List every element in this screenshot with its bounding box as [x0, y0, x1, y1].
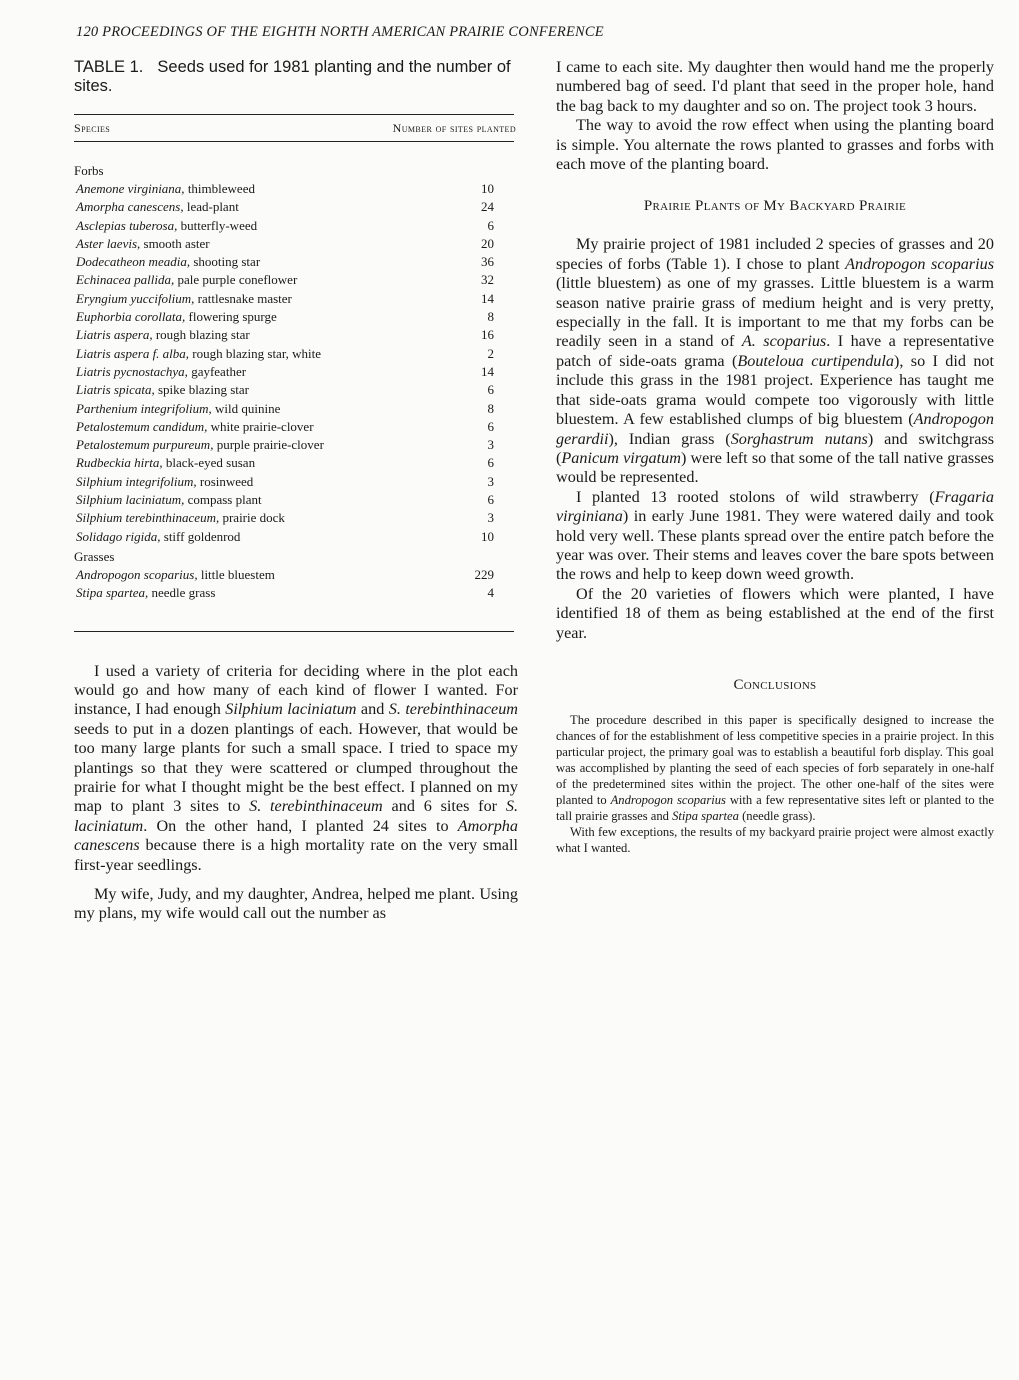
sites-count: 32 — [481, 272, 494, 288]
table-body — [74, 162, 518, 603]
species-name — [76, 271, 464, 289]
common-name: shooting star — [193, 254, 261, 270]
species-name — [76, 198, 464, 216]
table-row — [74, 528, 518, 546]
common-name: flowering spurge — [188, 309, 277, 325]
table-row — [74, 271, 518, 289]
latin-name: Liatris pycnostachya, — [76, 363, 188, 379]
sites-count: 36 — [481, 254, 494, 270]
species-name — [76, 217, 464, 235]
table-row — [74, 253, 518, 271]
table-header — [74, 115, 518, 141]
left-paragraph-criteria: I used a variety of criteria for deciding where in the plot each would go and how many of each kind of flower I wanted. For instance, I had enough Silphium laciniatum and S. terebinthinaceum seeds to put in a dozen plantings of each. However, that would be too many large plants for such a small space. I tried to space my plantings so that they were scattered or clumped throughout the prairie for what I thought might be the best effect. I planned on my map to plant 3 sites to S. terebinthinaceum and 6 sites for S. laciniatum. On the other hand, I planted 24 sites to Amorpha canescens because there is a high mortality rate on the very small first-year seedlings. — [74, 661, 518, 874]
latin-name: Petalostemum purpureum, — [76, 437, 214, 453]
species-name — [76, 454, 464, 472]
conclusions-body — [556, 712, 994, 856]
sites-count: 8 — [487, 400, 494, 416]
table-section-forbs: Forbs — [74, 163, 104, 178]
species-name — [76, 491, 464, 509]
column-header-species: Species — [74, 121, 111, 135]
sites-count: 10 — [481, 181, 494, 196]
conclusion-paragraph-procedure: The procedure described in this paper is specifically designed to increase the chances of for the establishment of less competitive species in a prairie project. In this particular project, the primary goal was to establish a beautiful forb display. This goal was accomplished by planting the seed of each species of forb separately in one-half of the predetermined sites within the project. The other one-half of the sites were planted to Andropogon scoparius with a few representative sites left or planted to the tall prairie grasses and Stipa spartea (needle grass). — [556, 712, 994, 823]
latin-name: Petalostemum candidum, — [76, 418, 208, 434]
species-name — [76, 180, 464, 198]
left-column — [74, 58, 518, 924]
table-caption — [74, 58, 518, 96]
right-paragraph-strawberry: I planted 13 rooted stolons of wild strawberry (Fragaria virginiana) in early June 1981. They were watered daily and took hold very well. These plants spread over the entire patch before the year was over. Their stems and leaves cover the bare spots between the rows and help to keep down weed growth. — [556, 487, 994, 584]
table-row — [74, 308, 518, 326]
table-row — [74, 584, 518, 602]
sites-count: 20 — [481, 235, 494, 251]
forbs-rows — [74, 180, 518, 546]
latin-name: Anemone virginiana, — [76, 181, 185, 196]
sites-count: 6 — [487, 418, 494, 434]
latin-name: Liatris spicata, — [76, 382, 155, 398]
sites-count: 14 — [481, 363, 494, 379]
latin-name: Euphorbia corollata, — [76, 309, 186, 325]
grasses-rows — [74, 566, 518, 603]
species-name — [76, 528, 464, 546]
latin-name: Liatris aspera f. alba, — [76, 345, 190, 361]
table-row — [74, 345, 518, 363]
sites-count: 3 — [487, 437, 494, 453]
latin-name: Asclepias tuberosa, — [76, 217, 178, 233]
latin-name: Eryngium yuccifolium, — [76, 290, 195, 306]
species-name — [76, 363, 464, 381]
table-row — [74, 400, 518, 418]
common-name: butterfly-weed — [180, 217, 258, 233]
sites-count: 6 — [487, 217, 494, 233]
common-name: thimbleweed — [187, 181, 255, 196]
table-row — [74, 217, 518, 235]
species-name — [76, 418, 464, 436]
right-paragraph-continued: I came to each site. My daughter then would hand me the properly numbered bag of seed. I'd plant that seed in the proper hole, hand the bag back to my daughter and so on. The project took 3 hours. — [556, 58, 994, 115]
sites-count: 24 — [481, 199, 494, 215]
right-paragraph-project: My prairie project of 1981 included 2 species of grasses and 20 species of forbs (Table 1). I chose to plant Andropogon scoparius (little bluestem) as one of my grasses. Little bluestem is a warm season native prairie grass of medium height and is very pretty, especially in the fall. It is important to me that my forbs can be readily seen in a stand of A. scoparius. I have a representative patch of side-oats grama (Bouteloua curtipendula), so I did not include this grass in the 1981 project. Experience has taught me that side-oats grama would compete too vigorously with little bluestem. A few established clumps of big bluestem (Andropogon gerardii), Indian grass (Sorghastrum nutans) and switchgrass (Panicum virgatum) were left so that some of the tall native grasses would be represented. — [556, 235, 995, 487]
common-name: stiff goldenrod — [163, 528, 241, 544]
common-name: needle grass — [151, 585, 216, 601]
latin-name: Amorpha canescens, — [76, 199, 184, 215]
table-caption-text: Seeds used for 1981 planting and the number of sites. — [74, 58, 511, 95]
common-name: rattlesnake master — [197, 290, 292, 306]
common-name: gayfeather — [191, 363, 247, 379]
table-row — [74, 418, 518, 436]
table-row — [74, 491, 518, 509]
sites-count: 229 — [474, 566, 494, 582]
common-name: lead-plant — [186, 199, 239, 215]
latin-name: Echinacea pallida, — [76, 272, 175, 288]
species-name — [76, 584, 464, 602]
table-row — [74, 290, 518, 308]
latin-name: Dodecatheon meadia, — [76, 254, 191, 270]
common-name: rosinweed — [199, 473, 254, 489]
table-row — [74, 454, 518, 472]
sites-count: 16 — [481, 327, 494, 343]
species-name — [76, 436, 464, 454]
right-paragraph-row-effect: The way to avoid the row effect when using the planting board is simple. You alternate the rows planted to grasses and forbs with each move of the planting board. — [556, 116, 994, 174]
sites-count: 6 — [487, 492, 494, 508]
species-name — [76, 308, 464, 326]
common-name: smooth aster — [143, 235, 210, 251]
column-header-sites: Number of sites planted — [392, 121, 516, 135]
species-name — [76, 381, 464, 399]
table-row — [74, 198, 518, 216]
sites-count: 3 — [487, 473, 494, 489]
latin-name: Aster laevis, — [76, 235, 141, 251]
species-name — [76, 345, 464, 363]
sites-count: 4 — [487, 585, 494, 601]
sites-count: 2 — [487, 345, 494, 361]
common-name: purple prairie-clover — [216, 437, 324, 453]
section-heading-conclusions: Conclusions — [733, 676, 817, 693]
species-name — [76, 235, 464, 253]
common-name: rough blazing star, white — [192, 345, 322, 361]
common-name: black-eyed susan — [165, 455, 256, 471]
species-name — [76, 253, 464, 271]
common-name: compass plant — [187, 492, 262, 508]
table-row — [74, 509, 518, 527]
species-name — [76, 290, 464, 308]
latin-name: Liatris aspera, — [76, 327, 153, 343]
common-name: white prairie-clover — [210, 418, 314, 434]
table-row — [74, 326, 518, 344]
latin-name: Silphium terebinthinaceum, — [76, 510, 220, 526]
species-name — [76, 400, 464, 418]
common-name: spike blazing star — [158, 382, 249, 398]
common-name: little bluestem — [200, 566, 275, 582]
common-name: pale purple coneflower — [177, 272, 298, 288]
latin-name: Parthenium integrifolium, — [76, 400, 212, 416]
species-name — [76, 509, 464, 527]
right-paragraph-flowers: Of the 20 varieties of flowers which were planted, I have identified 18 of them as being established at the end of the first year. — [556, 584, 994, 642]
sites-count: 14 — [481, 290, 494, 306]
table-section-grasses: Grasses — [74, 548, 115, 564]
latin-name: Silphium integrifolium, — [76, 473, 197, 489]
species-name — [76, 566, 464, 584]
species-name — [76, 473, 464, 491]
latin-name: Solidago rigida, — [76, 528, 161, 544]
sites-count: 6 — [487, 382, 494, 398]
table-row — [74, 180, 518, 198]
latin-name: Rudbeckia hirta, — [76, 455, 163, 471]
sites-count: 8 — [487, 309, 494, 325]
left-paragraph-helpers: My wife, Judy, and my daughter, Andrea, helped me plant. Using my plans, my wife would call out the number as — [74, 885, 518, 923]
table-row — [74, 436, 518, 454]
latin-name: Andropogon scoparius, — [76, 566, 198, 582]
section-heading-prairie-plants: Prairie Plants of My Backyard Prairie — [643, 198, 907, 215]
table-label: TABLE 1. — [74, 58, 144, 76]
table-row — [74, 566, 518, 584]
right-column — [556, 58, 994, 856]
table-row — [74, 381, 518, 399]
common-name: wild quinine — [215, 400, 281, 416]
sites-count: 10 — [481, 528, 494, 544]
sites-count: 3 — [487, 510, 494, 526]
common-name: prairie dock — [222, 510, 285, 526]
conclusion-paragraph-results: With few exceptions, the results of my backyard prairie project were almost exactly what I wanted. — [556, 824, 994, 855]
table-row — [74, 235, 518, 253]
sites-count: 6 — [487, 455, 494, 471]
latin-name: Silphium laciniatum, — [76, 492, 185, 508]
table-row — [74, 473, 518, 491]
running-header: 120 PROCEEDINGS OF THE EIGHTH NORTH AMERICAN PRAIRIE CONFERENCE — [76, 24, 604, 40]
species-name — [76, 326, 464, 344]
common-name: rough blazing star — [155, 327, 250, 343]
table-row — [74, 363, 518, 381]
latin-name: Stipa spartea, — [76, 585, 149, 601]
